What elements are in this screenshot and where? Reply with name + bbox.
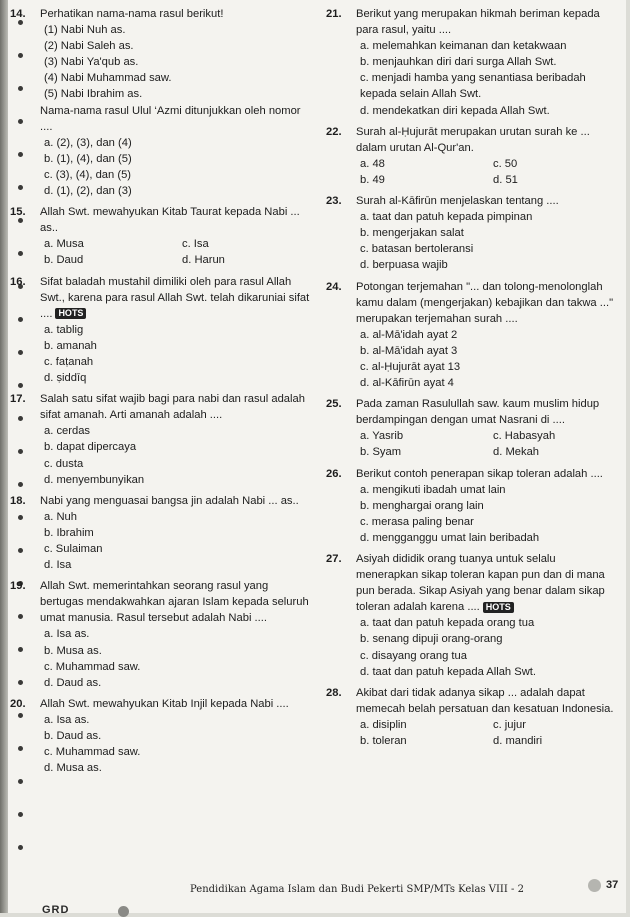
statement-item: (1) Nabi Nuh as. [44,24,126,37]
question-text [40,391,310,423]
answer-option: c. menjadi hamba yang senantiasa beribadah kepada selain Allah Swt. [360,72,586,101]
question-number: 28. [326,686,342,699]
question-number: 18. [10,494,26,507]
answer-option: b. Daud as. [44,730,102,743]
margin-dot [18,812,23,817]
question-number: 20. [10,697,26,710]
question-text-content: Allah Swt. mewahyukan Kitab Taurat kepada Nabi ... as.. [40,206,300,235]
answer-option: c. (3), (4), dan (5) [44,168,132,181]
answer-option: d. mengganggu umat lain beribadah [360,531,540,544]
answer-option: a. melemahkan keimanan dan ketakwaan [360,40,567,53]
answer-option: b. Ibrahim [44,526,94,539]
question-item [326,279,616,392]
statement-item: (4) Nabi Muhammad saw. [44,72,172,85]
question-item [326,124,616,188]
question-item [10,204,310,268]
question-number: 19. [10,580,26,593]
answer-option: b. al-Mā'idah ayat 3 [360,344,458,357]
statement-item: (5) Nabi Ibrahim as. [44,88,143,101]
answer-option: b. toleran [360,735,407,748]
question-text [40,204,310,236]
answer-option: d. al-Kāfirūn ayat 4 [360,377,454,390]
question-text [356,6,616,38]
question-text-content: Potongan terjemahan "... dan tolong-menolonglah kamu dalam (mengerjakan) kebajikan dan takwa ..." merupakan terjemahan surah .... [356,280,614,325]
answer-option-grid [356,428,616,460]
answer-option: c. Muhammad saw. [44,746,141,759]
answer-option: a. Yasrib [360,430,404,443]
statement-item: (3) Nabi Ya'qub as. [44,56,139,69]
book-title: Pendidikan Agama Islam dan Budi Pekerti SMP/MTs Kelas VIII - 2 [190,884,524,895]
answer-option: d. (1), (2), dan (3) [44,185,132,198]
answer-option: a. (2), (3), dan (4) [44,136,132,149]
question-text [356,124,616,156]
question-text-content: Allah Swt. mewahyukan Kitab Injil kepada Nabi .... [40,697,289,710]
answer-option: a. mengikuti ibadah umat lain [360,483,506,496]
question-number: 16. [10,275,26,288]
margin-dot [18,845,23,850]
question-item [10,696,310,776]
question-text [40,696,310,712]
answer-option: a. taat dan patuh kepada orang tua [360,617,535,630]
question-number: 21. [326,8,342,20]
question-item [10,274,310,387]
answer-option: c. Habasyah [493,430,556,443]
answer-option: c. batasan bertoleransi [360,243,474,256]
answer-option-grid [356,717,616,749]
question-number: 24. [326,280,342,293]
answer-option: d. Harun [182,254,225,267]
answer-option: b. menghargai orang lain [360,499,484,512]
question-item [326,396,616,460]
answer-option: b. amanah [44,339,97,352]
answer-option: c. Muhammad saw. [44,660,141,673]
answer-option-grid [40,236,310,268]
answer-option: d. mendekatkan diri kepada Allah Swt. [360,104,550,117]
answer-option: d. Musa as. [44,762,102,775]
page-number: 37 [606,879,619,891]
answer-option: a. Nuh [44,510,77,523]
question-text [40,578,310,626]
question-text-content: Nabi yang menguasai bangsa jin adalah Nabi ... as.. [40,494,299,507]
question-item [10,391,310,488]
answer-option: b. Syam [360,446,402,459]
right-question-column [326,6,616,754]
answer-option: d. Mekah [493,446,540,459]
answer-option: b. menjauhkan diri dari surga Allah Swt. [360,56,557,69]
hots-badge: HOTS [483,602,514,613]
question-item [326,685,616,749]
question-text-content: Salah satu sifat wajib bagi para nabi dan rasul adalah sifat amanah. Arti amanah adalah .... [40,393,305,422]
answer-option: c. Sulaiman [44,543,103,555]
footer-circle-icon [118,906,129,917]
answer-option: c. Isa [182,238,209,251]
question-text-content: Akibat dari tidak adanya sikap ... adalah dapat memecah belah persatuan dan kesatuan Indonesia. [356,686,614,715]
question-text [356,279,616,327]
question-text-content: Berikut yang merupakan hikmah beriman kepada para rasul, yaitu .... [356,8,600,37]
question-item [326,6,616,119]
answer-option: a. tablig [44,323,84,336]
question-text-content: Allah Swt. memerintahkan seorang rasul yang bertugas mendakwahkan ajaran Islam kepada seluruh umat manusia. Rasul tersebut adalah Nabi .... [40,580,309,625]
answer-option: a. disiplin [360,718,407,731]
question-number: 27. [326,553,342,565]
answer-option: b. (1), (4), dan (5) [44,152,132,165]
question-number: 17. [10,393,26,406]
question-item [326,551,616,680]
question-item [10,578,310,691]
answer-option: a. al-Mā'idah ayat 2 [360,328,458,341]
question-text-content: Pada zaman Rasulullah saw. kaum muslim hidup berdampingan dengan umat Nasrani di .... [356,398,600,427]
question-text-content: Surah al-Kāfirūn menjelaskan tentang .... [356,195,559,208]
page-circle-icon [588,879,601,892]
question-text-content: Asiyah dididik orang tuanya untuk selalu menerapkan sikap toleran kapan pun dan di mana pun berada. Sikap Asiyah yang benar dalam sikap toleran adalah karena .... [356,553,605,614]
answer-option: c. merasa paling benar [360,515,474,528]
question-text [356,193,616,209]
statement-item: (2) Nabi Saleh as. [44,40,134,53]
answer-option: a. Isa as. [44,713,90,726]
answer-option: a. Musa [44,238,84,251]
answer-option: b. 49 [360,173,385,186]
answer-option: b. dapat dipercaya [44,441,137,454]
question-text [356,551,616,615]
question-text [40,493,310,509]
answer-option: c. jujur [493,718,526,731]
answer-option: c. faṭanah [44,355,94,368]
question-text [356,396,616,428]
question-text [40,6,310,22]
question-text-content: Perhatikan nama-nama rasul berikut! [40,8,224,20]
question-text-content: Berikut contoh penerapan sikap toleran adalah .... [356,467,603,480]
answer-option: c. dusta [44,457,84,470]
answer-option: a. 48 [360,157,385,170]
question-number: 25. [326,398,342,411]
answer-option: c. 50 [493,157,518,170]
answer-option: c. disayang orang tua [360,649,467,662]
answer-option: b. Daud [44,254,84,267]
question-number: 14. [10,8,26,20]
answer-option: b. Musa as. [44,644,102,657]
answer-option: a. taat dan patuh kepada pimpinan [360,211,533,224]
answer-option: d. menyembunyikan [44,473,145,486]
answer-option-grid [356,156,616,188]
question-item [326,193,616,273]
answer-option: d. 51 [493,173,518,186]
question-prompt: Nama-nama rasul Ulul ‘Azmi ditunjukkan oleh nomor .... [40,104,301,133]
answer-option: d. ṣiddīq [44,372,87,385]
answer-option: d. berpuasa wajib [360,259,448,272]
question-number: 23. [326,195,342,208]
question-text [356,685,616,717]
question-text-content: Surah al-Ḥujurāt merupakan urutan surah ke ... dalam urutan Al-Qur'an. [356,125,590,154]
left-question-column [10,6,310,781]
answer-option: d. mandiri [493,735,543,748]
answer-option: d. Isa [44,559,72,572]
question-item [10,6,310,199]
question-text-content: Sifat baladah mustahil dimiliki oleh para rasul Allah Swt., karena para rasul Allah Swt. telah dikaruniai sifat .... [40,275,310,320]
question-text [356,466,616,482]
question-number: 15. [10,206,26,219]
answer-option: b. mengerjakan salat [360,227,464,240]
question-item [326,466,616,546]
answer-option: a. cerdas [44,425,91,438]
question-number: 22. [326,125,342,138]
answer-option: b. senang dipuji orang-orang [360,633,503,646]
hots-badge: HOTS [55,308,86,319]
answer-option: c. al-Ḥujurāt ayat 13 [360,360,461,373]
question-number: 26. [326,467,342,480]
question-item [10,493,310,573]
answer-option: a. Isa as. [44,628,90,641]
answer-option: d. Daud as. [44,676,102,689]
answer-option: d. taat dan patuh kepada Allah Swt. [360,665,537,678]
question-text [40,274,310,322]
page-left-edge [0,0,8,913]
publisher-mark: GRD [42,904,70,916]
page-footer [0,870,630,916]
